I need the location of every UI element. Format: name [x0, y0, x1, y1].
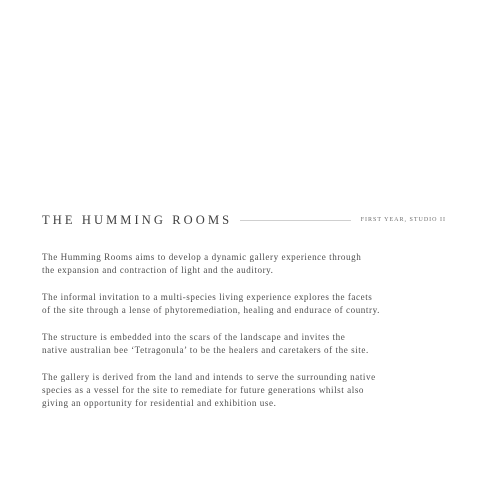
paragraph: [42, 251, 462, 277]
paragraph-line: The Humming Rooms aims to develop a dynamic gallery experience through: [42, 252, 362, 262]
paragraph: [42, 371, 462, 410]
paragraph-line: The informal invitation to a multi-species living experience explores the facets: [42, 292, 373, 302]
paragraph-line: The structure is embedded into the scars of the landscape and invites the: [42, 332, 346, 342]
project-header: [42, 210, 446, 230]
paragraph-line: The gallery is derived from the land and intends to serve the surrounding native: [42, 372, 376, 382]
project-title: THE HUMMING ROOMS: [42, 212, 233, 227]
paragraph-line: giving an opportunity for residential and exhibition use.: [42, 398, 277, 408]
project-description: [42, 251, 462, 424]
project-subtitle: FIRST YEAR, STUDIO II: [360, 217, 446, 223]
paragraph-line: native australian bee ‘Tetragonula’ to be the healers and caretakers of the site.: [42, 345, 369, 355]
paragraph: [42, 291, 462, 317]
header-divider: [240, 220, 350, 221]
paragraph-line: the expansion and contraction of light and the auditory.: [42, 265, 274, 275]
paragraph: [42, 331, 462, 357]
paragraph-line: of the site through a lense of phytoremediation, healing and endurace of country.: [42, 305, 380, 315]
paragraph-line: species as a vessel for the site to remediate for future generations whilst also: [42, 385, 365, 395]
